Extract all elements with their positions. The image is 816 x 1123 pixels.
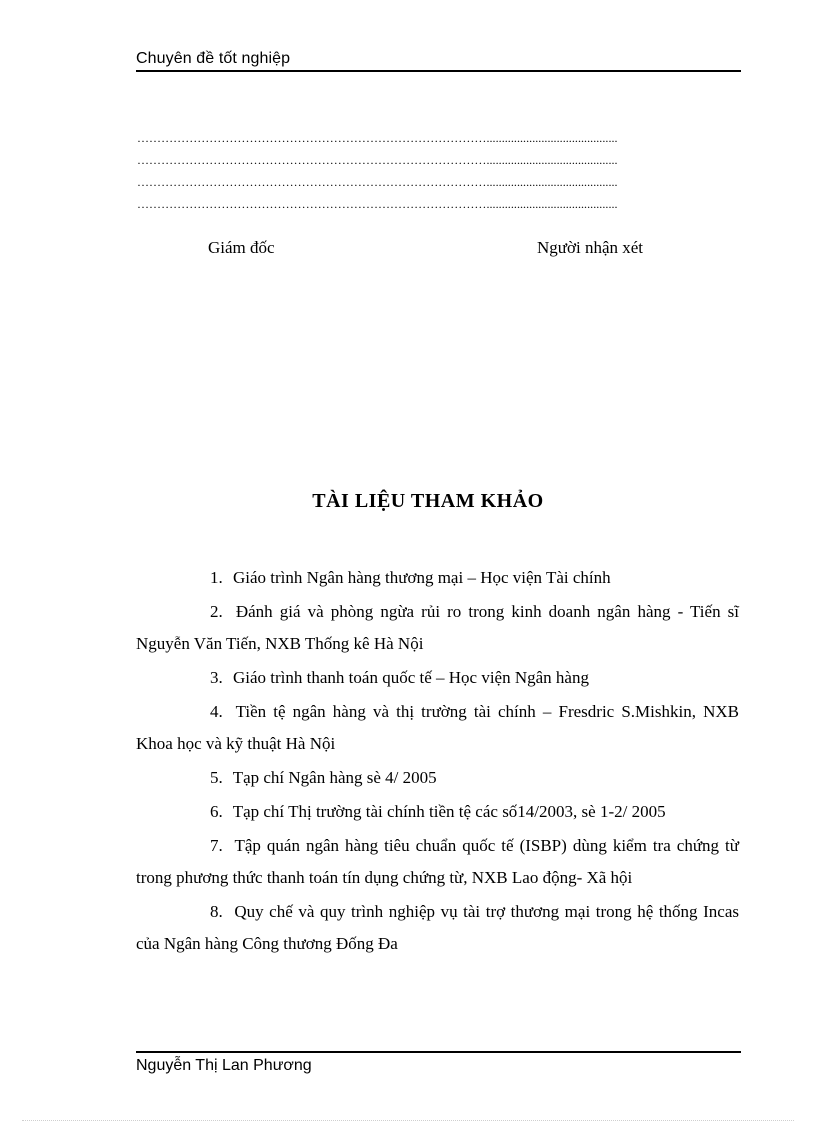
reference-number: 8. (210, 902, 223, 921)
reference-item (136, 562, 739, 594)
comment-dotted-line: ……………………………………………………………………………........................................... (137, 197, 618, 211)
reference-text: Tạp chí Ngân hàng sè 4/ 2005 (232, 768, 437, 787)
reference-item (136, 662, 739, 694)
reference-item (136, 830, 739, 894)
reference-text: Giáo trình Ngân hàng thương mại – Học viện Tài chính (233, 568, 611, 587)
references-list (136, 562, 739, 962)
reference-item (136, 896, 739, 960)
director-signature-label: Giám đốc (208, 238, 275, 257)
reference-item (136, 696, 739, 760)
reference-number: 2. (210, 602, 223, 621)
page-bottom-border (22, 1120, 794, 1121)
reference-number: 3. (210, 668, 223, 687)
reference-item (136, 762, 739, 794)
page-header-title: Chuyên đề tốt nghiệp (136, 50, 291, 67)
references-heading: TÀI LIỆU THAM KHẢO (312, 490, 544, 512)
page-footer-author: Nguyễn Thị Lan Phương (136, 1057, 312, 1074)
reference-number: 4. (210, 702, 223, 721)
header-divider (136, 70, 741, 72)
reference-number: 7. (210, 836, 223, 855)
reference-number: 5. (210, 768, 223, 787)
reference-text: Tạp chí Thị trường tài chính tiền tệ các số14/2003, sè 1-2/ 2005 (232, 802, 666, 821)
reference-item (136, 796, 739, 828)
reference-text: Quy chế và quy trình nghiệp vụ tài trợ thương mại trong hệ thống Incas của Ngân hàng Công thương Đống Đa (136, 902, 740, 953)
reference-number: 1. (210, 568, 223, 587)
reference-text: Tiền tệ ngân hàng và thị trường tài chính – Fresdric S.Mishkin, NXB Khoa học và kỹ thuật Hà Nội (136, 702, 739, 753)
reference-text: Đánh giá và phòng ngừa rủi ro trong kinh doanh ngân hàng - Tiến sĩ Nguyễn Văn Tiến, NXB Thống kê Hà Nội (136, 602, 740, 653)
comment-dotted-line: ……………………………………………………………………………........................................... (137, 131, 618, 145)
reviewer-signature-label: Người nhận xét (537, 238, 644, 257)
reference-text: Tập quán ngân hàng tiêu chuẩn quốc tế (ISBP) dùng kiểm tra chứng từ trong phương thức thanh toán tín dụng chứng từ, NXB Lao động- Xã hội (136, 836, 739, 887)
footer-divider (136, 1051, 741, 1053)
reference-text: Giáo trình thanh toán quốc tế – Học viện Ngân hàng (233, 668, 589, 687)
comment-dotted-line: ……………………………………………………………………………........................................... (137, 175, 618, 189)
comment-dotted-line: ……………………………………………………………………………........................................... (137, 153, 618, 167)
reference-number: 6. (210, 802, 223, 821)
reference-item (136, 596, 739, 660)
